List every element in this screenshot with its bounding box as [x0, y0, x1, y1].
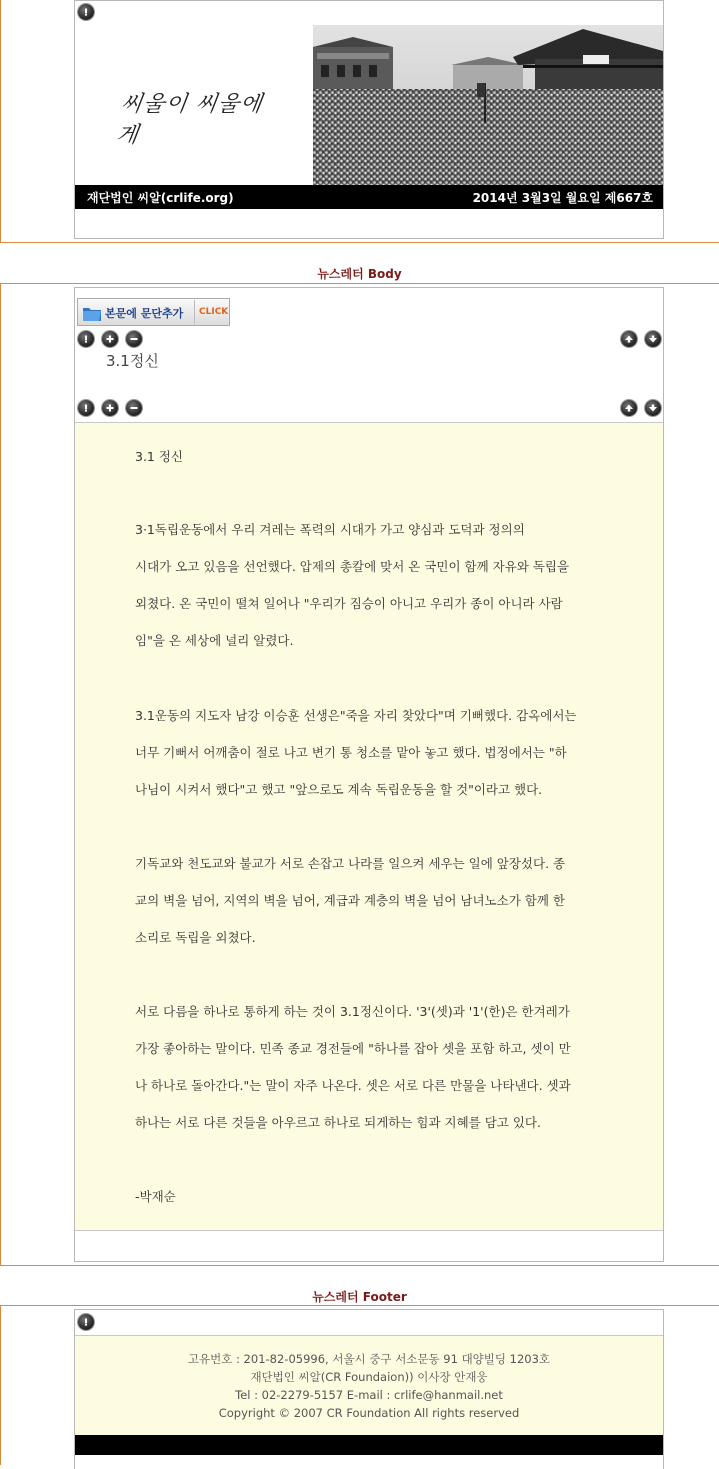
- header-frame: [74, 0, 664, 239]
- footer-info: [75, 1335, 663, 1435]
- move-up-icon[interactable]: [621, 331, 637, 347]
- paragraph-line: 가장 좋아하는 말이다. 민족 종교 경전들에 "하나를 잡아 셋을 포함 하고, 셋이 만: [135, 1041, 571, 1056]
- paragraph-line: 임"을 온 세상에 널리 알렸다.: [135, 633, 294, 648]
- paragraph-line: 기독교와 천도교와 불교가 서로 손잡고 나라를 일으켜 세우는 일에 앞장섰다. 종: [135, 856, 566, 871]
- add-paragraph-button[interactable]: [77, 298, 230, 326]
- remove-block-icon[interactable]: [78, 4, 94, 20]
- move-down-icon[interactable]: [645, 331, 661, 347]
- remove-block-icon[interactable]: [78, 1314, 94, 1330]
- footer-copyright: Copyright © 2007 CR Foundation All rights reserved: [218, 1406, 520, 1420]
- header-bar: [75, 185, 663, 209]
- signature: -박재순: [135, 1189, 176, 1204]
- paragraph-line: 소리로 독립을 외쳤다.: [135, 930, 256, 945]
- remove-item-icon[interactable]: [78, 331, 94, 347]
- folder-icon: [82, 304, 102, 326]
- paragraph-line: 교의 벽을 넘어, 지역의 벽을 넘어, 계급과 계층의 벽을 넘어 남녀노소가 함께 한: [135, 893, 565, 908]
- paragraph-line: 나 하나로 돌아간다."는 말이 자주 나온다. 셋은 서로 다른 만물을 나타낸다. 셋과: [135, 1078, 571, 1093]
- footer-bar: [75, 1435, 663, 1455]
- footer-address: 고유번호 : 201-82-05996, 서울시 중구 서소문동 91 대양빌딩 1203호: [187, 1352, 551, 1366]
- paragraph-line: 서로 다름을 하나로 통하게 하는 것이 3.1정신이다. '3'(셋)과 '1'(한)은 한겨레가: [135, 1004, 570, 1019]
- footer-frame: [74, 1309, 664, 1469]
- paragraph-line: 너무 기뻐서 어깨춤이 절로 나고 변기 통 청소를 맡아 놓고 했다. 법정에서는 "하: [135, 745, 567, 760]
- paragraph-line: 시대가 오고 있음을 선언했다. 압제의 총칼에 맞서 온 국민이 함께 자유와 독립을: [135, 559, 570, 574]
- add-icon[interactable]: [102, 400, 118, 416]
- add-icon[interactable]: [102, 331, 118, 347]
- paragraph-line: 3·1독립운동에서 우리 겨레는 폭력의 시대가 가고 양심과 도덕과 정의의: [135, 522, 525, 537]
- paragraph-line: 외쳤다. 온 국민이 떨쳐 일어나 "우리가 짐승이 아니고 우리가 종이 아니라 사람: [135, 596, 563, 611]
- paragraph-3: [135, 845, 605, 956]
- footer-chairman: 재단법인 씨알(CR Foundaion)) 이사장 안재웅: [250, 1370, 488, 1384]
- add-paragraph-label: 본문에 문단추가: [105, 307, 184, 320]
- org-name: 재단법인 씨알(crlife.org): [87, 191, 234, 205]
- item-title: 3.1정신: [106, 352, 159, 370]
- body-section-title: 뉴스레터 Body: [317, 267, 402, 281]
- article-body: [75, 422, 663, 1231]
- move-down-icon[interactable]: [645, 400, 661, 416]
- header-photo: [313, 25, 663, 185]
- paragraph-line: 나님이 시켜서 했다"고 했고 "앞으로도 계속 독립운동을 할 것"이라고 했다.: [135, 782, 543, 797]
- calligraphy-logo: 씨울이 씨울에게: [114, 92, 265, 148]
- article-title: 3.1 정신: [135, 449, 184, 464]
- issue-date: 2014년 3월3일 월요일 제667호: [472, 191, 653, 205]
- minus-icon[interactable]: [126, 400, 142, 416]
- move-up-icon[interactable]: [621, 400, 637, 416]
- paragraph-1: [135, 511, 605, 659]
- footer-contact: Tel : 02-2279-5157 E-mail : crlife@hanmail.net: [235, 1388, 503, 1402]
- paragraph-line: 하나는 서로 다른 것들을 아우르고 하나로 되게하는 힘과 지혜를 담고 있다.: [135, 1115, 541, 1130]
- click-label: CLICK: [194, 300, 228, 324]
- paragraph-line: 3.1운동의 지도자 남강 이승훈 선생은"죽을 자리 찾았다"며 기뻐했다. 감옥에서는: [135, 708, 577, 723]
- remove-item-icon[interactable]: [78, 400, 94, 416]
- paragraph-2: [135, 697, 605, 808]
- footer-section-title: 뉴스레터 Footer: [312, 1290, 407, 1304]
- paragraph-4: [135, 993, 605, 1141]
- minus-icon[interactable]: [126, 331, 142, 347]
